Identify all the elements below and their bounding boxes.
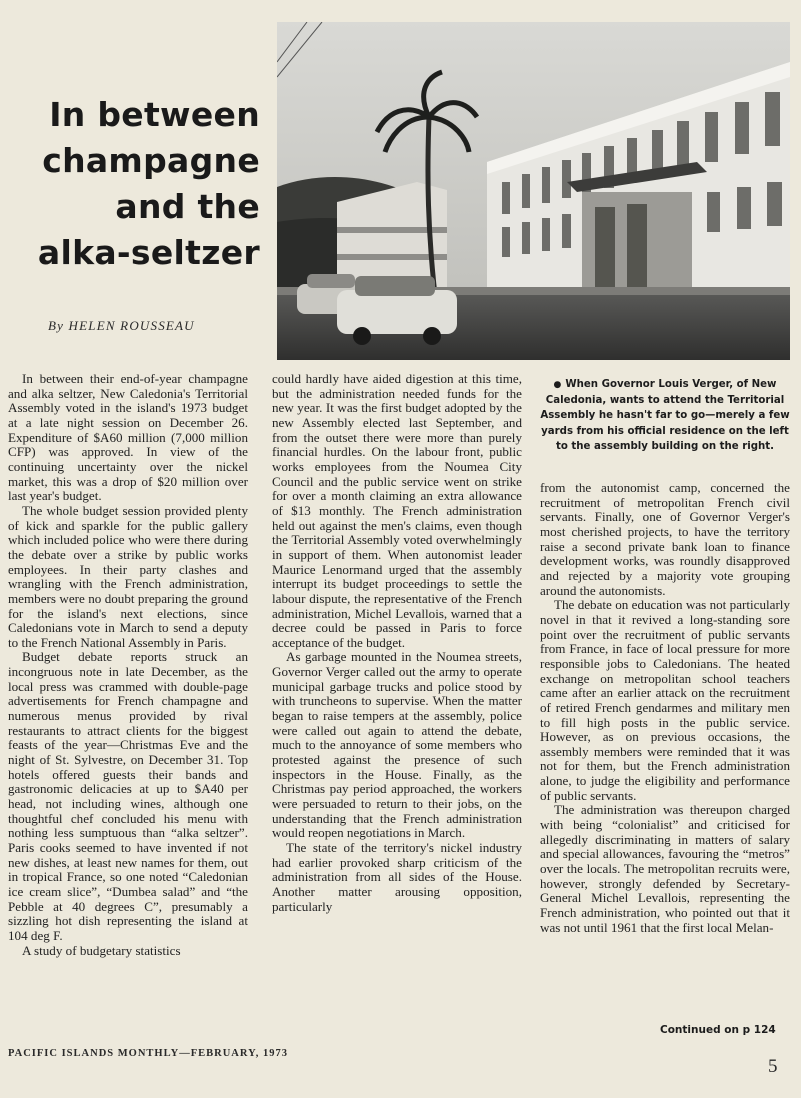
paragraph: A study of budgetary statistics bbox=[22, 942, 181, 958]
paragraph: The debate on education was not particularly novel in that it revived a long-standing sore point over the recruitment of public servants from France, in face of local pressure for more responsible jobs to Caledonians. The heated exchange on metropolitan school teachers came after an earlier attack on the recruitment of retired French gendarmes and military men to fill high posts in the public service. However, as on previous occasions, the assembly members were reminded that it was not for them, but the French administration alone, to judge the eligibility and performance of public servants. bbox=[540, 597, 790, 803]
paragraph: In between their end-of-year champagne and alka seltzer, New Caledonia's Territorial Assembly voted in the island's 1973 budget at a late night session on December 26. Expenditure of $A60 million (7,000 million CFP) was approved. In view of the continuing uncertainty over the nickel market, this was a drop of $20 million over last year's budget. bbox=[8, 371, 248, 504]
bullet-icon: ● bbox=[553, 380, 562, 390]
paragraph: As garbage mounted in the Noumea streets, Governor Verger called out the army to operate municipal garbage trucks and police stood by with truncheons to supervise. When the matter began to raise tempers at the assembly, police were called out again to attend the debate, much to the annoyance of some members who protested against the presence of such inspectors in the House. Finally, as the Christmas pay period approached, the workers were persuaded to return to their jobs, on the understanding that the French administration would reopen negotiations in March. bbox=[272, 649, 522, 841]
continued-note: Continued on p 124 bbox=[660, 1024, 776, 1036]
byline: By HELEN ROUSSEAU bbox=[48, 318, 195, 333]
photo-caption bbox=[540, 377, 790, 454]
paragraph: The whole budget session provided plenty of kick and sparkle for the public gallery which included police who were there during the debate over a strike by public works employees. In their party clashes and wrangling with the French administration, members were no doubt preparing the ground for the island's next elections, since Caledonians vote in March to send a deputy to the French National Assembly in Paris. bbox=[8, 502, 248, 650]
article-photo bbox=[277, 22, 790, 360]
article-column-1 bbox=[8, 372, 248, 958]
paragraph: The state of the territory's nickel industry had earlier provoked sharp criticism of the administration from all sides of the House. Another matter arousing opposition, particularly bbox=[272, 840, 522, 914]
paragraph: The administration was thereupon charged with being “colonialist” and criticised for allegedly discriminating in matters of salary and special allowances, favouring the “metros” over the locals. The metropolitan recruits were, however, strongly defended by Secretary-General Michel Levallois, representing the French administration, who pointed out that it was not until 1961 that the first local Melan- bbox=[540, 802, 790, 935]
photo-caption-text: When Governor Louis Verger, of New Caledonia, wants to attend the Territorial Assembly he hasn't far to go—merely a few yards from his official residence on the left to the assembly building on the right. bbox=[540, 379, 790, 452]
photo-illustration bbox=[277, 22, 790, 360]
paragraph: Budget debate reports struck an incongruous note in late December, as the local press was crammed with double-page advertisements for French champagne and numerous menus provided by rival restaurants to attract clients for the biggest feasts of the year—Christmas Eve and the night of St. Sylvestre, on December 31. Top hotels offered guests their bands and gastronomic delicacies at up to $A40 per head, not including wines, although one thoughtful chef concluded his menu with nothing less sumptuous than “alka seltzer”. Paris cooks seemed to have invented if not new dishes, at least new names for them, out in tropical France, so one noted “Caledonian ice cream slice”, “Dumbea salad” and “the Pebble at 40 degrees C”, presumably a sizzling hot dish representing the island at 104 deg F. bbox=[8, 649, 248, 943]
headline: In between champagne and the alka-seltzer bbox=[37, 95, 260, 272]
article-column-3 bbox=[540, 481, 790, 935]
paragraph: could hardly have aided digestion at this time, but the administration needed funds for the new year. It was the first budget adopted by the new Assembly elected last September, and from the outset there were more than purely financial hurdles. On the labour front, public works employees from the Noumea City Council and the public service went on strike for over a month claiming an extra allowance of $13 monthly. The French administration held out against the men's claims, even though the Territorial Assembly voted overwhelmingly in support of them. When autonomist leader Maurice Lenormand urged that the assembly interrupt its budget proceedings to settle the labour dispute, the representative of the French administration, Michel Levallois, warned that a decree could be passed in Paris to force acceptance of the budget. bbox=[272, 371, 522, 650]
publication-footer: PACIFIC ISLANDS MONTHLY—FEBRUARY, 1973 bbox=[8, 1048, 288, 1059]
paragraph: from the autonomist camp, concerned the recruitment of metropolitan French civil servants. Finally, one of Governor Verger's most cherished projects, to have the territory raise a second private bank loan to finance development works, was roundly disapproved and rejected by a majority vote grouping around the autonomists. bbox=[540, 480, 790, 598]
article-column-2 bbox=[272, 372, 522, 914]
page-number: 5 bbox=[768, 1056, 778, 1077]
